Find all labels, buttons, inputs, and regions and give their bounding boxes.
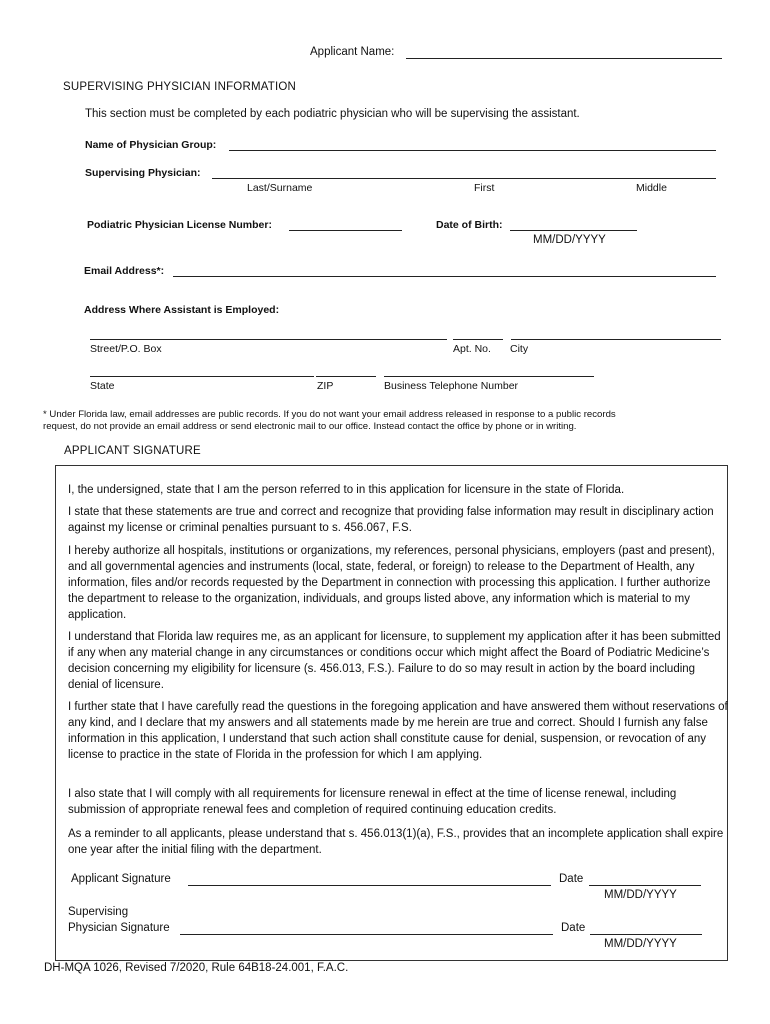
supervising-date-field[interactable] xyxy=(590,934,702,935)
first-name-caption: First xyxy=(474,182,495,194)
email-public-records-note: * Under Florida law, email addresses are public records. If you do not want your email address released in response to a public records xyxy=(43,409,616,420)
zip-caption: ZIP xyxy=(317,380,334,392)
street-caption: Street/P.O. Box xyxy=(90,343,162,355)
attestation-paragraph-2: I state that these statements are true and correct and recognize that providing false information may result in disciplinary action against my license or criminal penalties pursuant to s. 456.067, F.S. xyxy=(68,506,714,534)
applicant-date-format: MM/DD/YYYY xyxy=(604,889,677,901)
date-of-birth-format: MM/DD/YYYY xyxy=(533,234,606,246)
city-caption: City xyxy=(510,343,529,355)
physician-group-label: Name of Physician Group: xyxy=(85,139,217,151)
street-field[interactable] xyxy=(90,339,447,340)
applicant-name-label: Applicant Name: xyxy=(310,46,395,58)
last-name-caption: Last/Surname xyxy=(247,182,313,194)
applicant-signature-label: Applicant Signature xyxy=(71,873,171,885)
email-field[interactable] xyxy=(173,276,716,277)
section-intro: This section must be completed by each podiatric physician who will be supervising the assistant. xyxy=(85,108,580,120)
supervising-signature-label-line1: Supervising xyxy=(68,906,129,918)
state-caption: State xyxy=(90,380,115,392)
attestation-paragraph-6: I also state that I will comply with all requirements for licensure renewal in effect at the time of license renewal, including submission of appropriate renewal fees and completion of required continuing education credits. xyxy=(68,788,677,816)
attestation-paragraph-1: I, the undersigned, state that I am the person referred to in this application for licensure in the state of Florida. xyxy=(68,484,625,496)
attestation-paragraph-5: I further state that I have carefully read the questions in the foregoing application and have answered them without reservations of any kind, and I declare that my answers and all statements made by me herein are true and correct. Should I furnish any false information in this application, I understand that such action shall constitute cause for denial, suspension, or revocation of any license to practice in the state of Florida in the profession for which I am applying. xyxy=(68,701,728,761)
license-number-field[interactable] xyxy=(289,230,402,231)
supervising-date-label: Date xyxy=(561,922,586,934)
supervising-physician-label: Supervising Physician: xyxy=(85,167,201,179)
city-field[interactable] xyxy=(511,339,721,340)
supervising-physician-field[interactable] xyxy=(212,178,716,179)
applicant-date-field[interactable] xyxy=(589,885,701,886)
section-heading-supervising: SUPERVISING PHYSICIAN INFORMATION xyxy=(63,81,297,93)
middle-name-caption: Middle xyxy=(636,182,667,194)
email-public-records-note-continued: request, do not provide an email address or send electronic mail to our office. Instead contact the office by phone or in writing. xyxy=(43,421,577,432)
email-label: Email Address*: xyxy=(84,265,165,277)
employment-address-label: Address Where Assistant is Employed: xyxy=(84,304,280,316)
zip-field[interactable] xyxy=(316,376,376,377)
business-phone-field[interactable] xyxy=(384,376,594,377)
attestation-paragraph-4: I understand that Florida law requires me, as an applicant for licensure, to supplement my application after it has been submitted if any when any material change in any circumstances or conditions occur which might affect the Board of Podiatric Medicine’s decision concerning my eligibility for licensure (s. 456.013, F.S.). Failure to do so may result in action by the board including denial of licensure. xyxy=(68,631,721,691)
business-phone-caption: Business Telephone Number xyxy=(384,380,519,392)
applicant-name-field[interactable] xyxy=(406,58,722,59)
apt-caption: Apt. No. xyxy=(453,343,491,355)
date-of-birth-field[interactable] xyxy=(510,230,637,231)
apt-field[interactable] xyxy=(453,339,503,340)
attestation-paragraph-7: As a reminder to all applicants, please understand that s. 456.013(1)(a), F.S., provides that an incomplete application shall expire one year after the initial filing with the department. xyxy=(68,828,724,856)
supervising-signature-field[interactable] xyxy=(180,934,553,935)
supervising-date-format: MM/DD/YYYY xyxy=(604,938,677,950)
date-of-birth-label: Date of Birth: xyxy=(436,219,503,231)
applicant-date-label: Date xyxy=(559,873,584,885)
applicant-signature-field[interactable] xyxy=(188,885,551,886)
section-heading-signature: APPLICANT SIGNATURE xyxy=(64,445,201,457)
license-number-label: Podiatric Physician License Number: xyxy=(87,219,272,231)
supervising-signature-label-line2: Physician Signature xyxy=(68,922,170,934)
state-field[interactable] xyxy=(90,376,314,377)
form-identifier: DH-MQA 1026, Revised 7/2020, Rule 64B18-24.001, F.A.C. xyxy=(44,962,349,974)
physician-group-field[interactable] xyxy=(229,150,716,151)
attestation-paragraph-3: I hereby authorize all hospitals, institutions or organizations, my references, personal physicians, employers (past and present), and all governmental agencies and instruments (local, state, federal, or foreign) to release to the Department of Health, any information, files and/or records requested by the Department in connection with processing this application. I further authorize the department to release to the organization, individuals, and groups listed above, any information which is material to my application. xyxy=(68,545,715,621)
